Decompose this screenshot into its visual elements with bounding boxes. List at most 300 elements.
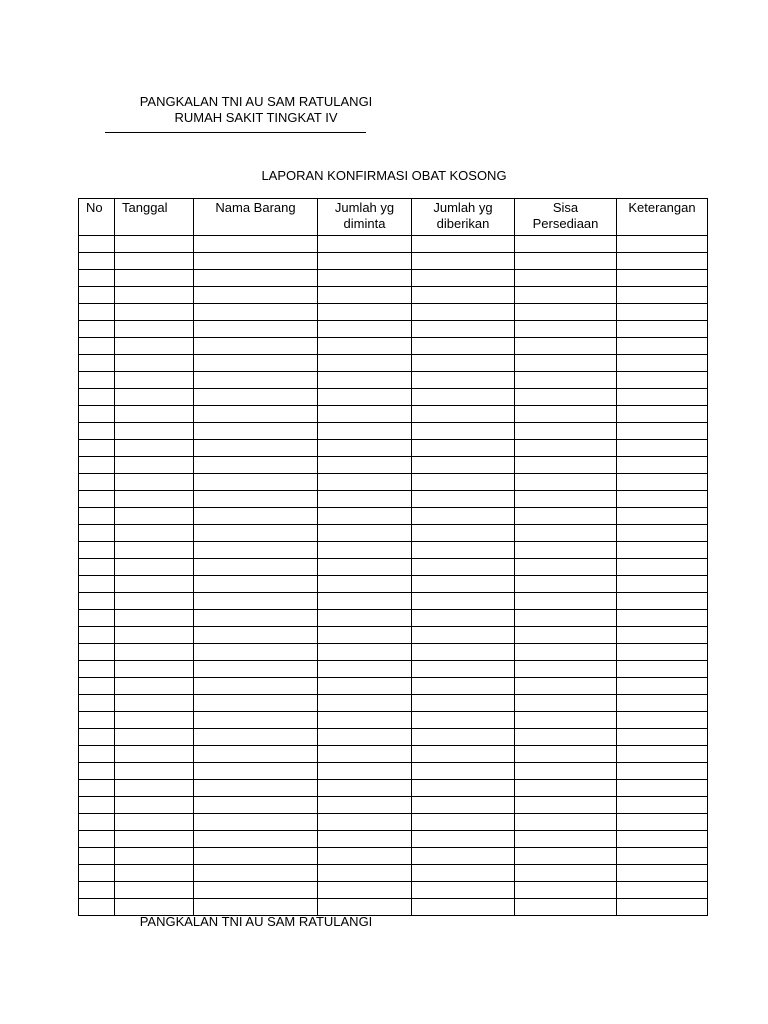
table-cell: [194, 882, 318, 899]
table-row: [79, 474, 708, 491]
table-cell: [79, 474, 115, 491]
table-row: [79, 848, 708, 865]
table-cell: [515, 304, 617, 321]
table-cell: [515, 729, 617, 746]
table-cell: [412, 253, 515, 270]
table-cell: [115, 270, 194, 287]
table-cell: [412, 287, 515, 304]
table-cell: [412, 899, 515, 916]
table-cell: [318, 525, 412, 542]
table-row: [79, 899, 708, 916]
table-cell: [318, 729, 412, 746]
table-row: [79, 423, 708, 440]
table-cell: [115, 525, 194, 542]
table-cell: [515, 882, 617, 899]
table-cell: [194, 287, 318, 304]
table-cell: [318, 763, 412, 780]
table-cell: [79, 406, 115, 423]
table-cell: [515, 474, 617, 491]
table-row: [79, 508, 708, 525]
table-cell: [79, 746, 115, 763]
table-cell: [79, 372, 115, 389]
table-cell: [115, 304, 194, 321]
table-cell: [79, 814, 115, 831]
table-cell: [115, 508, 194, 525]
table-row: [79, 763, 708, 780]
table-cell: [617, 440, 708, 457]
table-cell: [115, 831, 194, 848]
table-cell: [194, 814, 318, 831]
table-cell: [115, 389, 194, 406]
table-cell: [79, 865, 115, 882]
table-cell: [194, 304, 318, 321]
table-cell: [79, 423, 115, 440]
table-cell: [515, 236, 617, 253]
table-cell: [617, 389, 708, 406]
table-cell: [79, 899, 115, 916]
table-cell: [318, 712, 412, 729]
table-cell: [617, 627, 708, 644]
table-cell: [318, 270, 412, 287]
table-row: [79, 729, 708, 746]
table-cell: [79, 780, 115, 797]
table-cell: [318, 423, 412, 440]
table-row: [79, 644, 708, 661]
table-cell: [318, 372, 412, 389]
table-cell: [617, 661, 708, 678]
table-cell: [412, 763, 515, 780]
hospital-name: RUMAH SAKIT TINGKAT IV: [174, 110, 338, 125]
table-cell: [318, 253, 412, 270]
table-cell: [194, 593, 318, 610]
table-cell: [79, 542, 115, 559]
column-header-sisa-persediaan: Sisa Persediaan: [515, 199, 617, 236]
table-cell: [318, 576, 412, 593]
table-cell: [115, 712, 194, 729]
table-cell: [194, 355, 318, 372]
table-cell: [79, 440, 115, 457]
table-row: [79, 270, 708, 287]
table-cell: [79, 525, 115, 542]
table-cell: [515, 610, 617, 627]
table-cell: [617, 491, 708, 508]
table-row: [79, 338, 708, 355]
table-cell: [194, 542, 318, 559]
table-cell: [115, 372, 194, 389]
table-cell: [194, 389, 318, 406]
table-cell: [515, 321, 617, 338]
table-cell: [617, 746, 708, 763]
table-cell: [194, 729, 318, 746]
table-cell: [194, 406, 318, 423]
table-cell: [318, 865, 412, 882]
table-row: [79, 236, 708, 253]
column-header-jumlah-diminta: Jumlah yg diminta: [318, 199, 412, 236]
table-cell: [115, 695, 194, 712]
table-cell: [412, 797, 515, 814]
table-cell: [194, 627, 318, 644]
table-cell: [115, 406, 194, 423]
table-cell: [515, 270, 617, 287]
table-cell: [194, 559, 318, 576]
table-cell: [115, 848, 194, 865]
table-cell: [318, 559, 412, 576]
table-cell: [79, 491, 115, 508]
table-row: [79, 593, 708, 610]
table-cell: [412, 559, 515, 576]
table-cell: [318, 695, 412, 712]
table-cell: [617, 406, 708, 423]
table-cell: [194, 865, 318, 882]
table-cell: [318, 627, 412, 644]
table-cell: [617, 695, 708, 712]
table-cell: [318, 848, 412, 865]
table-cell: [617, 865, 708, 882]
table-cell: [318, 474, 412, 491]
column-header-tanggal: Tanggal: [115, 199, 194, 236]
table-cell: [617, 236, 708, 253]
table-cell: [194, 423, 318, 440]
table-cell: [194, 763, 318, 780]
column-header-no: No: [79, 199, 115, 236]
table-cell: [194, 780, 318, 797]
table-cell: [515, 338, 617, 355]
table-cell: [194, 899, 318, 916]
footer-organization-name: PANGKALAN TNI AU SAM RATULANGI: [139, 914, 373, 929]
table-cell: [617, 712, 708, 729]
table-row: [79, 627, 708, 644]
table-cell: [412, 661, 515, 678]
table-row: [79, 831, 708, 848]
table-cell: [115, 576, 194, 593]
table-cell: [617, 542, 708, 559]
table-cell: [79, 508, 115, 525]
table-cell: [115, 882, 194, 899]
table-cell: [194, 440, 318, 457]
table-row: [79, 287, 708, 304]
table-cell: [412, 355, 515, 372]
table-cell: [79, 576, 115, 593]
table-cell: [412, 678, 515, 695]
table-cell: [515, 848, 617, 865]
table-cell: [412, 814, 515, 831]
table-cell: [617, 525, 708, 542]
table-cell: [79, 763, 115, 780]
table-cell: [194, 746, 318, 763]
table-row: [79, 372, 708, 389]
table-cell: [515, 576, 617, 593]
table-cell: [617, 423, 708, 440]
table-cell: [194, 338, 318, 355]
table-cell: [79, 593, 115, 610]
table-cell: [318, 236, 412, 253]
table-cell: [115, 355, 194, 372]
table-cell: [412, 457, 515, 474]
table-cell: [79, 627, 115, 644]
table-cell: [515, 712, 617, 729]
table-row: [79, 304, 708, 321]
table-row: [79, 389, 708, 406]
table-cell: [515, 372, 617, 389]
table-cell: [515, 644, 617, 661]
table-cell: [318, 780, 412, 797]
table-cell: [79, 678, 115, 695]
table-cell: [318, 457, 412, 474]
table-cell: [115, 542, 194, 559]
table-cell: [115, 678, 194, 695]
table-cell: [412, 865, 515, 882]
table-cell: [194, 661, 318, 678]
table-row: [79, 355, 708, 372]
table-cell: [412, 848, 515, 865]
table-cell: [79, 338, 115, 355]
table-cell: [515, 440, 617, 457]
table-cell: [412, 593, 515, 610]
table-cell: [318, 355, 412, 372]
table-cell: [412, 644, 515, 661]
table-cell: [194, 491, 318, 508]
table-cell: [79, 389, 115, 406]
table-cell: [194, 797, 318, 814]
table-row: [79, 882, 708, 899]
table-row: [79, 610, 708, 627]
table-cell: [617, 372, 708, 389]
table-cell: [318, 491, 412, 508]
table-cell: [515, 508, 617, 525]
table-cell: [79, 236, 115, 253]
table-cell: [617, 814, 708, 831]
table-cell: [194, 236, 318, 253]
table-cell: [194, 474, 318, 491]
table-cell: [115, 661, 194, 678]
table-cell: [79, 831, 115, 848]
table-cell: [115, 338, 194, 355]
table-cell: [412, 321, 515, 338]
table-cell: [194, 253, 318, 270]
table-cell: [412, 627, 515, 644]
table-cell: [115, 321, 194, 338]
table-cell: [79, 355, 115, 372]
table-row: [79, 525, 708, 542]
table-cell: [318, 542, 412, 559]
table-cell: [318, 678, 412, 695]
table-cell: [194, 270, 318, 287]
table-row: [79, 406, 708, 423]
table-row: [79, 321, 708, 338]
table-cell: [412, 508, 515, 525]
table-cell: [412, 882, 515, 899]
table-cell: [194, 695, 318, 712]
table-row: [79, 712, 708, 729]
table-cell: [318, 508, 412, 525]
table-cell: [617, 253, 708, 270]
organization-name: PANGKALAN TNI AU SAM RATULANGI: [139, 94, 373, 109]
table-cell: [617, 780, 708, 797]
table-cell: [515, 457, 617, 474]
table-cell: [318, 661, 412, 678]
table-cell: [515, 797, 617, 814]
table-cell: [412, 712, 515, 729]
table-cell: [79, 729, 115, 746]
table-cell: [515, 899, 617, 916]
table-row: [79, 491, 708, 508]
table-cell: [617, 287, 708, 304]
table-cell: [617, 304, 708, 321]
table-cell: [194, 457, 318, 474]
table-cell: [617, 678, 708, 695]
table-cell: [412, 729, 515, 746]
table-cell: [617, 321, 708, 338]
table-cell: [515, 831, 617, 848]
header-divider: [105, 132, 366, 133]
table-cell: [617, 797, 708, 814]
table-cell: [412, 236, 515, 253]
table-cell: [412, 695, 515, 712]
table-cell: [515, 491, 617, 508]
table-cell: [318, 797, 412, 814]
table-cell: [79, 695, 115, 712]
table-cell: [617, 729, 708, 746]
table-cell: [617, 474, 708, 491]
table-cell: [115, 780, 194, 797]
table-cell: [79, 304, 115, 321]
table-row: [79, 797, 708, 814]
table-cell: [318, 389, 412, 406]
table-cell: [515, 865, 617, 882]
table-row: [79, 865, 708, 882]
table-cell: [412, 831, 515, 848]
table-cell: [617, 644, 708, 661]
table-row: [79, 746, 708, 763]
table-cell: [617, 355, 708, 372]
table-cell: [79, 457, 115, 474]
table-cell: [515, 763, 617, 780]
table-cell: [318, 440, 412, 457]
table-cell: [318, 287, 412, 304]
table-cell: [194, 372, 318, 389]
table-cell: [515, 814, 617, 831]
table-cell: [79, 797, 115, 814]
table-cell: [115, 253, 194, 270]
table-cell: [617, 576, 708, 593]
table-cell: [79, 559, 115, 576]
table-cell: [194, 712, 318, 729]
table-cell: [115, 899, 194, 916]
table-cell: [318, 746, 412, 763]
table-cell: [194, 610, 318, 627]
table-cell: [115, 236, 194, 253]
table-cell: [515, 355, 617, 372]
table-cell: [194, 525, 318, 542]
table-cell: [79, 321, 115, 338]
table-cell: [318, 321, 412, 338]
table-cell: [115, 287, 194, 304]
table-cell: [194, 508, 318, 525]
table-cell: [115, 457, 194, 474]
table-cell: [115, 423, 194, 440]
table-header-row: [79, 199, 708, 236]
table-cell: [115, 763, 194, 780]
table-cell: [412, 372, 515, 389]
table-cell: [412, 389, 515, 406]
table-cell: [115, 440, 194, 457]
table-cell: [515, 780, 617, 797]
table-cell: [617, 848, 708, 865]
table-cell: [79, 270, 115, 287]
table-cell: [515, 542, 617, 559]
table-cell: [617, 593, 708, 610]
table-cell: [115, 746, 194, 763]
table-cell: [515, 559, 617, 576]
table-cell: [412, 491, 515, 508]
table-cell: [115, 491, 194, 508]
table-row: [79, 780, 708, 797]
table-cell: [194, 644, 318, 661]
table-cell: [617, 899, 708, 916]
table-cell: [412, 525, 515, 542]
table-cell: [515, 525, 617, 542]
table-cell: [79, 644, 115, 661]
table-cell: [515, 406, 617, 423]
table-cell: [515, 678, 617, 695]
table-cell: [617, 559, 708, 576]
table-row: [79, 457, 708, 474]
report-title: LAPORAN KONFIRMASI OBAT KOSONG: [261, 168, 507, 183]
table-cell: [318, 814, 412, 831]
table-cell: [412, 423, 515, 440]
table-cell: [515, 627, 617, 644]
table-cell: [318, 593, 412, 610]
table-cell: [194, 831, 318, 848]
table-cell: [515, 695, 617, 712]
table-cell: [515, 389, 617, 406]
table-cell: [515, 423, 617, 440]
table-cell: [412, 440, 515, 457]
table-cell: [318, 338, 412, 355]
table-body: [79, 236, 708, 916]
table-row: [79, 695, 708, 712]
table-cell: [617, 763, 708, 780]
table-cell: [515, 253, 617, 270]
table-cell: [318, 882, 412, 899]
table-cell: [412, 576, 515, 593]
table-cell: [617, 610, 708, 627]
table-cell: [412, 542, 515, 559]
table-cell: [515, 746, 617, 763]
table-cell: [115, 559, 194, 576]
report-table: [78, 198, 708, 916]
table-cell: [617, 270, 708, 287]
table-cell: [318, 610, 412, 627]
table-cell: [412, 474, 515, 491]
table-cell: [318, 899, 412, 916]
table-cell: [79, 882, 115, 899]
table-row: [79, 542, 708, 559]
table-cell: [515, 593, 617, 610]
table-cell: [515, 661, 617, 678]
table-cell: [115, 814, 194, 831]
table-cell: [115, 729, 194, 746]
table-cell: [617, 831, 708, 848]
table-cell: [318, 304, 412, 321]
table-cell: [412, 304, 515, 321]
table-row: [79, 559, 708, 576]
table-row: [79, 440, 708, 457]
table-cell: [412, 780, 515, 797]
table-cell: [115, 627, 194, 644]
table-row: [79, 678, 708, 695]
table-cell: [194, 848, 318, 865]
